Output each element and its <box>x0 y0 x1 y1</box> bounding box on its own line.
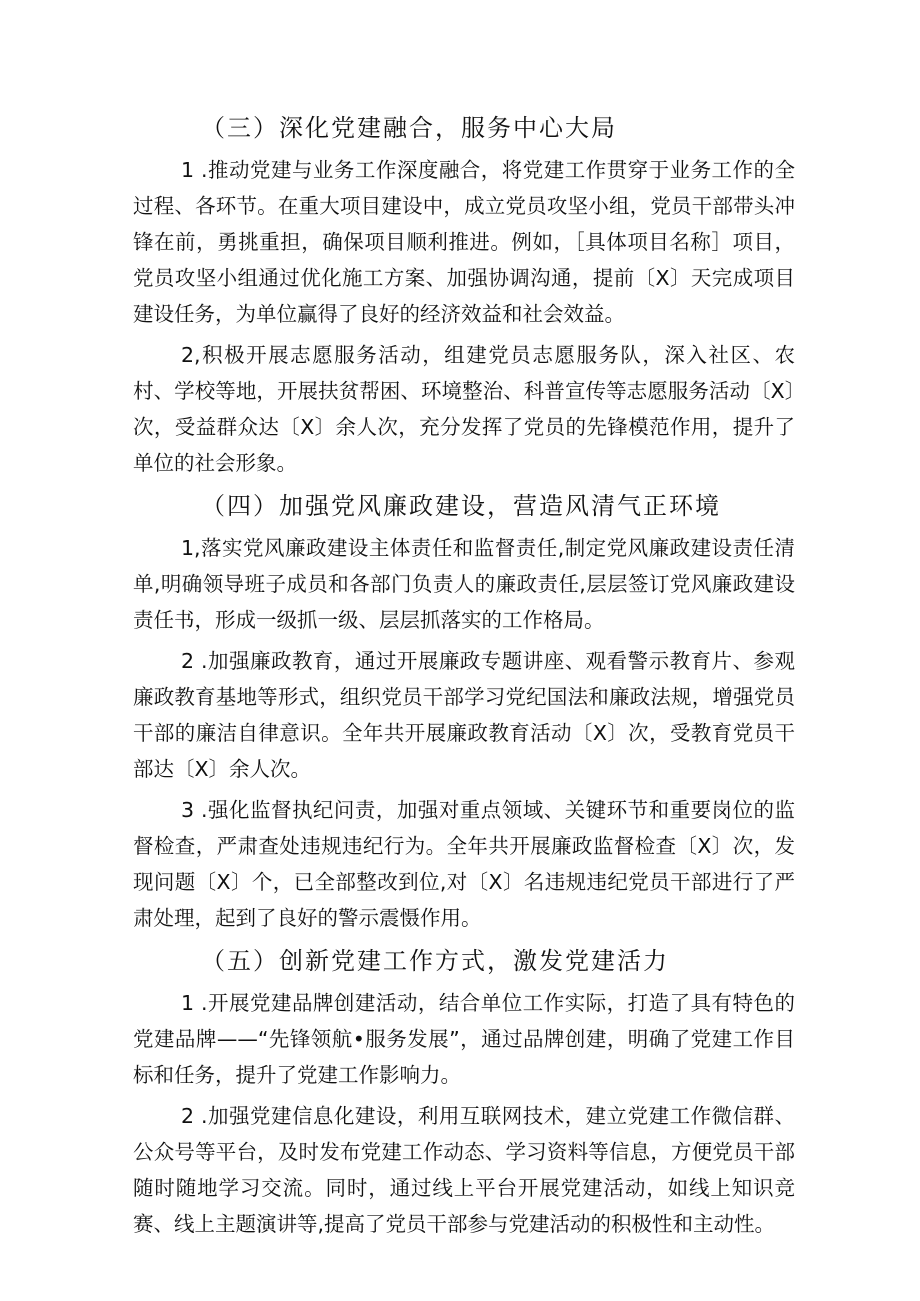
paragraph: 3 .强化监督执纪问责，加强对重点领域、关键环节和重要岗位的监督检查，严肃查处违规违纪行为。全年共开展廉政监督检查〔X〕次，发现问题〔X〕个，已全部整改到位,对〔X〕名违规违纪党员干部进行了严肃处理，起到了良好的警示震慑作用。 <box>133 798 795 930</box>
section-heading: （三）深化党建融合，服务中心大局 <box>201 114 617 142</box>
section-three <box>133 108 795 481</box>
section-heading: （五）创新党建工作方式，激发党建活力 <box>201 947 669 975</box>
paragraph: 1 .开展党建品牌创建活动，结合单位工作实际，打造了具有特色的党建品牌——“先锋领航•服务发展”，通过品牌创建，明确了党建工作目标和任务，提升了党建工作影响力。 <box>133 991 795 1087</box>
document-body <box>133 108 795 1247</box>
section-four <box>133 486 795 936</box>
paragraph: 2 .加强党建信息化建设，利用互联网技术，建立党建工作微信群、公众号等平台，及时发布党建工作动态、学习资料等信息，方便党员干部随时随地学习交流。同时，通过线上平台开展党建活动，如线上知识竞赛、线上主题演讲等,提高了党员干部参与党建活动的积极性和主动性。 <box>133 1104 795 1236</box>
paragraph: 2 .加强廉政教育，通过开展廉政专题讲座、观看警示教育片、参观廉政教育基地等形式，组织党员干部学习党纪国法和廉政法规，增强党员干部的廉洁自律意识。全年共开展廉政教育活动〔X〕次，受教育党员干部达〔X〕余人次。 <box>133 649 795 781</box>
paragraph: 1,落实党风廉政建设主体责任和监督责任,制定党风廉政建设责任清单,明确领导班子成员和各部门负责人的廉政责任,层层签订党风廉政建设责任书，形成一级抓一级、层层抓落实的工作格局。 <box>133 536 795 632</box>
paragraph: 1 .推动党建与业务工作深度融合，将党建工作贯穿于业务工作的全过程、各环节。在重大项目建设中，成立党员攻坚小组，党员干部带头冲锋在前，勇挑重担，确保项目顺利推进。例如，［具体项目名称］项目，党员攻坚小组通过优化施工方案、加强协调沟通，提前〔X〕天完成项目建设任务，为单位赢得了良好的经济效益和社会效益。 <box>133 158 795 326</box>
section-heading: （四）加强党风廉政建设，营造风清气正环境 <box>201 492 721 520</box>
paragraph: 2,积极开展志愿服务活动，组建党员志愿服务队，深入社区、农村、学校等地，开展扶贫帮困、环境整治、科普宣传等志愿服务活动〔X〕次，受益群众达〔X〕余人次，充分发挥了党员的先锋模范作用，提升了单位的社会形象。 <box>133 343 795 475</box>
section-five <box>133 941 795 1242</box>
